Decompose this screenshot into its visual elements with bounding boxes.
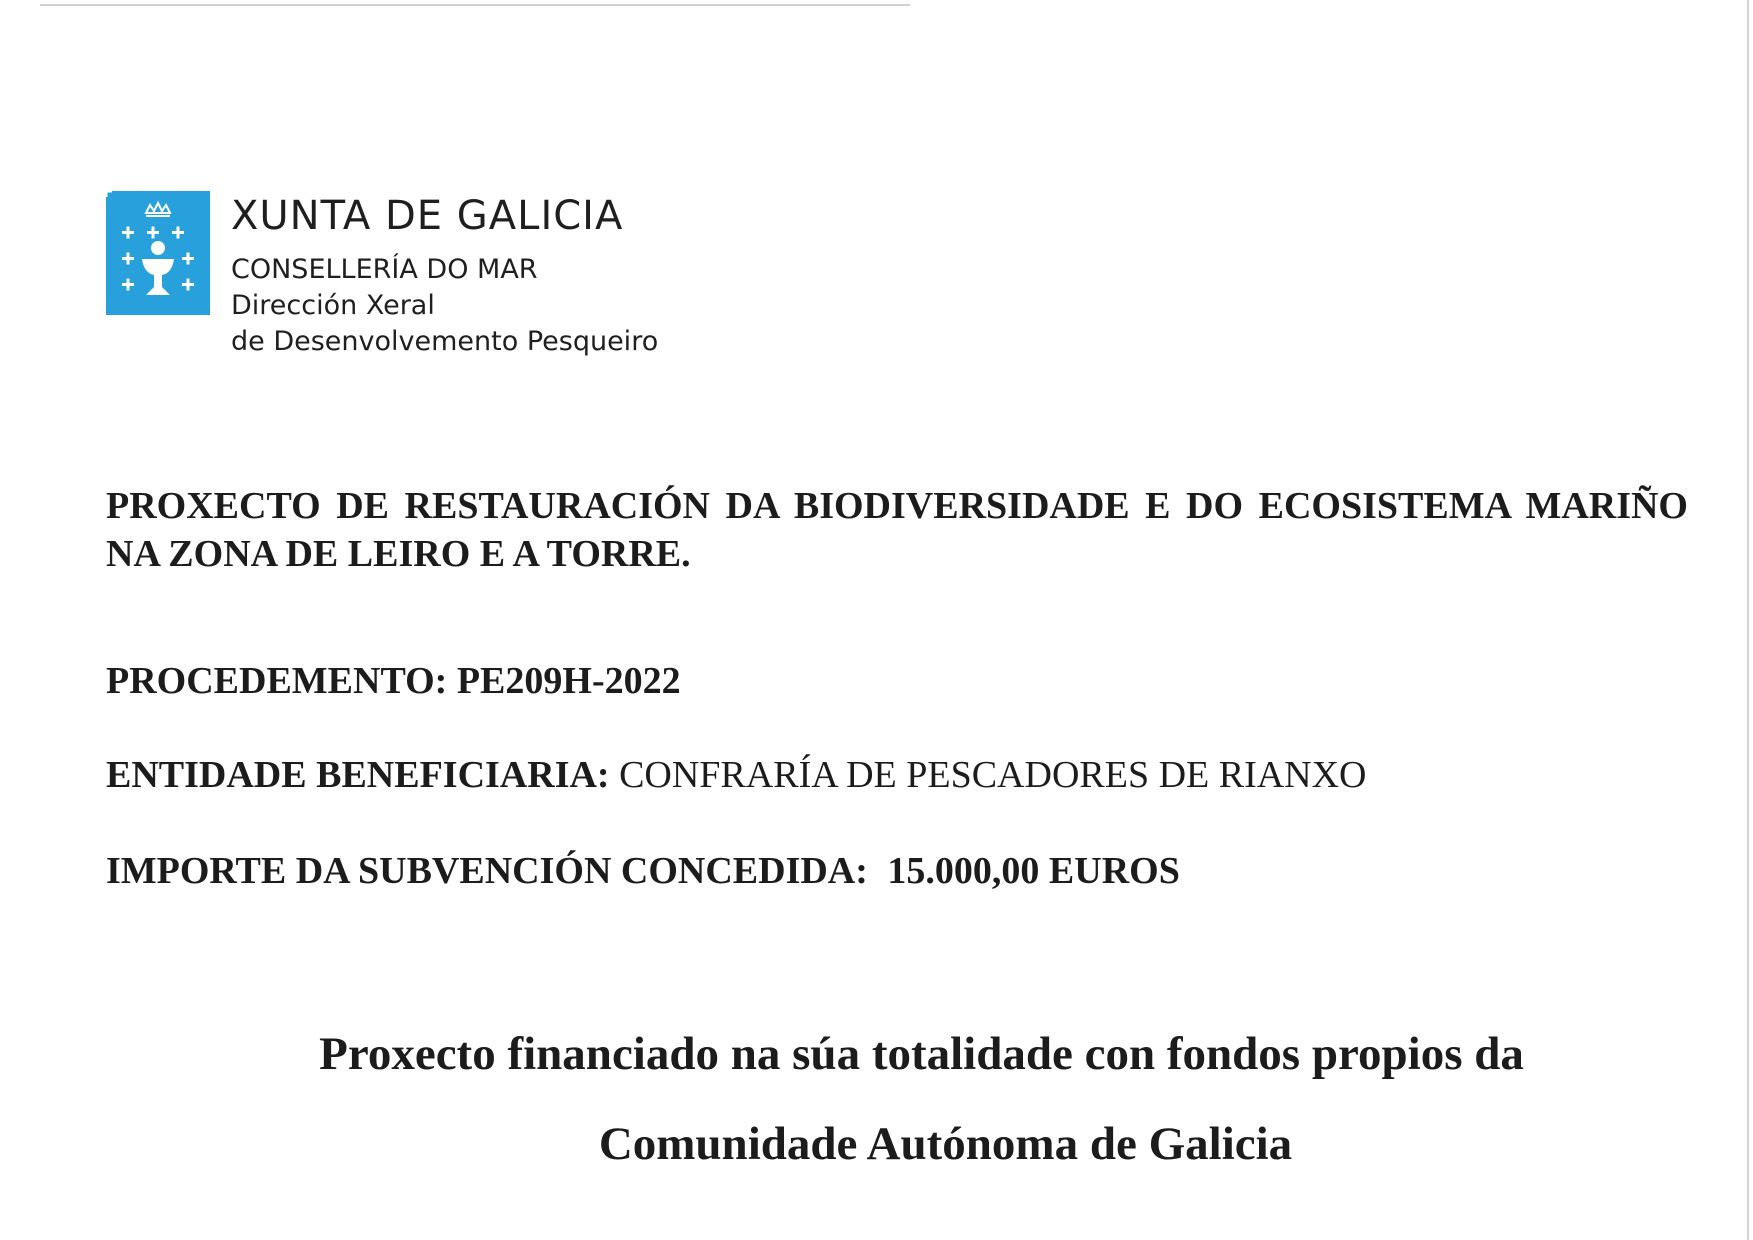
amount-value: 15.000,00 EUROS <box>887 850 1180 892</box>
procedure-value: PE209H-2022 <box>456 660 681 702</box>
procedure-label: PROCEDEMENTO: <box>106 660 448 702</box>
beneficiary-field <box>106 752 1367 798</box>
beneficiary-label: ENTIDADE BENEFICIARIA: <box>106 754 610 796</box>
procedure-field <box>106 658 681 704</box>
xunta-logo <box>106 191 210 315</box>
funding-statement-line-1: Proxecto financiado na súa totalidade con fondos propios da <box>319 1028 1524 1080</box>
funding-statement-line-2: Comunidade Autónoma de Galicia <box>598 1118 1293 1170</box>
galicia-emblem-icon <box>106 191 210 315</box>
organization-name: XUNTA DE GALICIA <box>231 193 624 239</box>
project-title: PROXECTO DE RESTAURACIÓN DA BIODIVERSIDADE E DO ECOSISTEMA MARIÑO NA ZONA DE LEIRO E A TORRE. <box>106 485 1688 575</box>
organization-header <box>231 192 658 360</box>
beneficiary-value: CONFRARÍA DE PESCADORES DE RIANXO <box>619 754 1367 796</box>
amount-field <box>106 848 1180 894</box>
department-name: CONSELLERÍA DO MAR <box>231 254 538 285</box>
amount-label: IMPORTE DA SUBVENCIÓN CONCEDIDA: <box>106 850 868 892</box>
directorate-line-1: Dirección Xeral <box>231 290 435 321</box>
directorate-line-2: de Desenvolvemento Pesqueiro <box>231 326 659 357</box>
scan-edge-top <box>40 4 910 6</box>
